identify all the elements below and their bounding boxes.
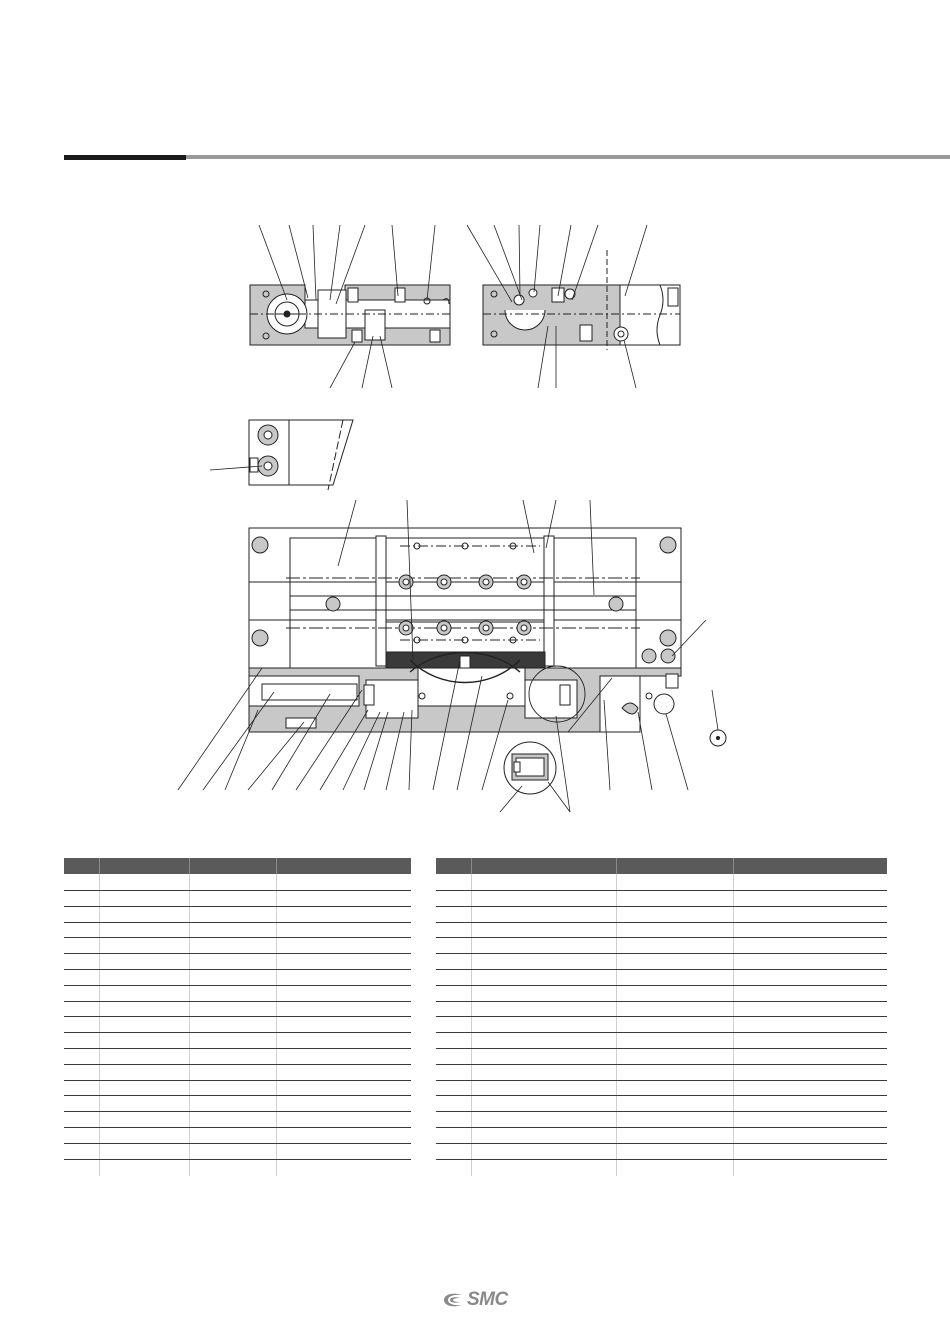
table-row xyxy=(64,1111,411,1112)
table-row xyxy=(436,1159,887,1160)
table-header xyxy=(64,858,411,874)
table-row xyxy=(436,1127,887,1128)
table-column-divider xyxy=(276,874,277,1176)
parts-table-left xyxy=(64,858,411,1176)
table-row xyxy=(64,1159,411,1160)
table-row xyxy=(64,1016,411,1017)
table-row xyxy=(436,953,887,954)
table-row xyxy=(64,1143,411,1144)
table-header-divider xyxy=(189,858,190,874)
table-row xyxy=(64,1048,411,1049)
table-row xyxy=(436,969,887,970)
table-row xyxy=(436,922,887,923)
smc-logo xyxy=(442,1288,508,1312)
side-view-small xyxy=(210,420,353,490)
table-row xyxy=(64,1127,411,1128)
table-header-divider xyxy=(99,858,100,874)
table-row xyxy=(64,953,411,954)
table-column-divider xyxy=(616,874,617,1176)
table-row xyxy=(64,1032,411,1033)
table-header-divider xyxy=(616,858,617,874)
table-row xyxy=(64,906,411,907)
table-row xyxy=(436,937,887,938)
parts-table-right xyxy=(436,858,887,1176)
section-view-left xyxy=(250,285,450,345)
table-column-divider xyxy=(189,874,190,1176)
table-row xyxy=(436,1111,887,1112)
table-row xyxy=(436,906,887,907)
table-row xyxy=(64,1095,411,1096)
table-row xyxy=(436,1143,887,1144)
table-column-divider xyxy=(99,874,100,1176)
smc-swoosh-icon xyxy=(442,1291,464,1309)
table-column-divider xyxy=(471,874,472,1176)
table-row xyxy=(64,937,411,938)
table-row xyxy=(436,1095,887,1096)
table-row xyxy=(436,985,887,986)
table-header xyxy=(436,858,887,874)
table-row xyxy=(436,1001,887,1002)
table-row xyxy=(64,890,411,891)
table-row xyxy=(64,922,411,923)
table-column-divider xyxy=(733,874,734,1176)
section-view-right xyxy=(483,250,680,350)
table-row xyxy=(436,1016,887,1017)
plan-view-main xyxy=(249,528,726,746)
table-row xyxy=(64,1064,411,1065)
detail-view xyxy=(504,742,556,794)
table-row xyxy=(64,985,411,986)
table-row xyxy=(64,1001,411,1002)
table-header-divider xyxy=(276,858,277,874)
table-row xyxy=(436,1032,887,1033)
table-header-divider xyxy=(733,858,734,874)
table-row xyxy=(436,890,887,891)
table-row xyxy=(64,969,411,970)
table-row xyxy=(436,1080,887,1081)
logo-text: SMC xyxy=(467,1289,508,1310)
table-row xyxy=(436,1064,887,1065)
table-header-divider xyxy=(471,858,472,874)
table-row xyxy=(64,1080,411,1081)
table-row xyxy=(436,1048,887,1049)
